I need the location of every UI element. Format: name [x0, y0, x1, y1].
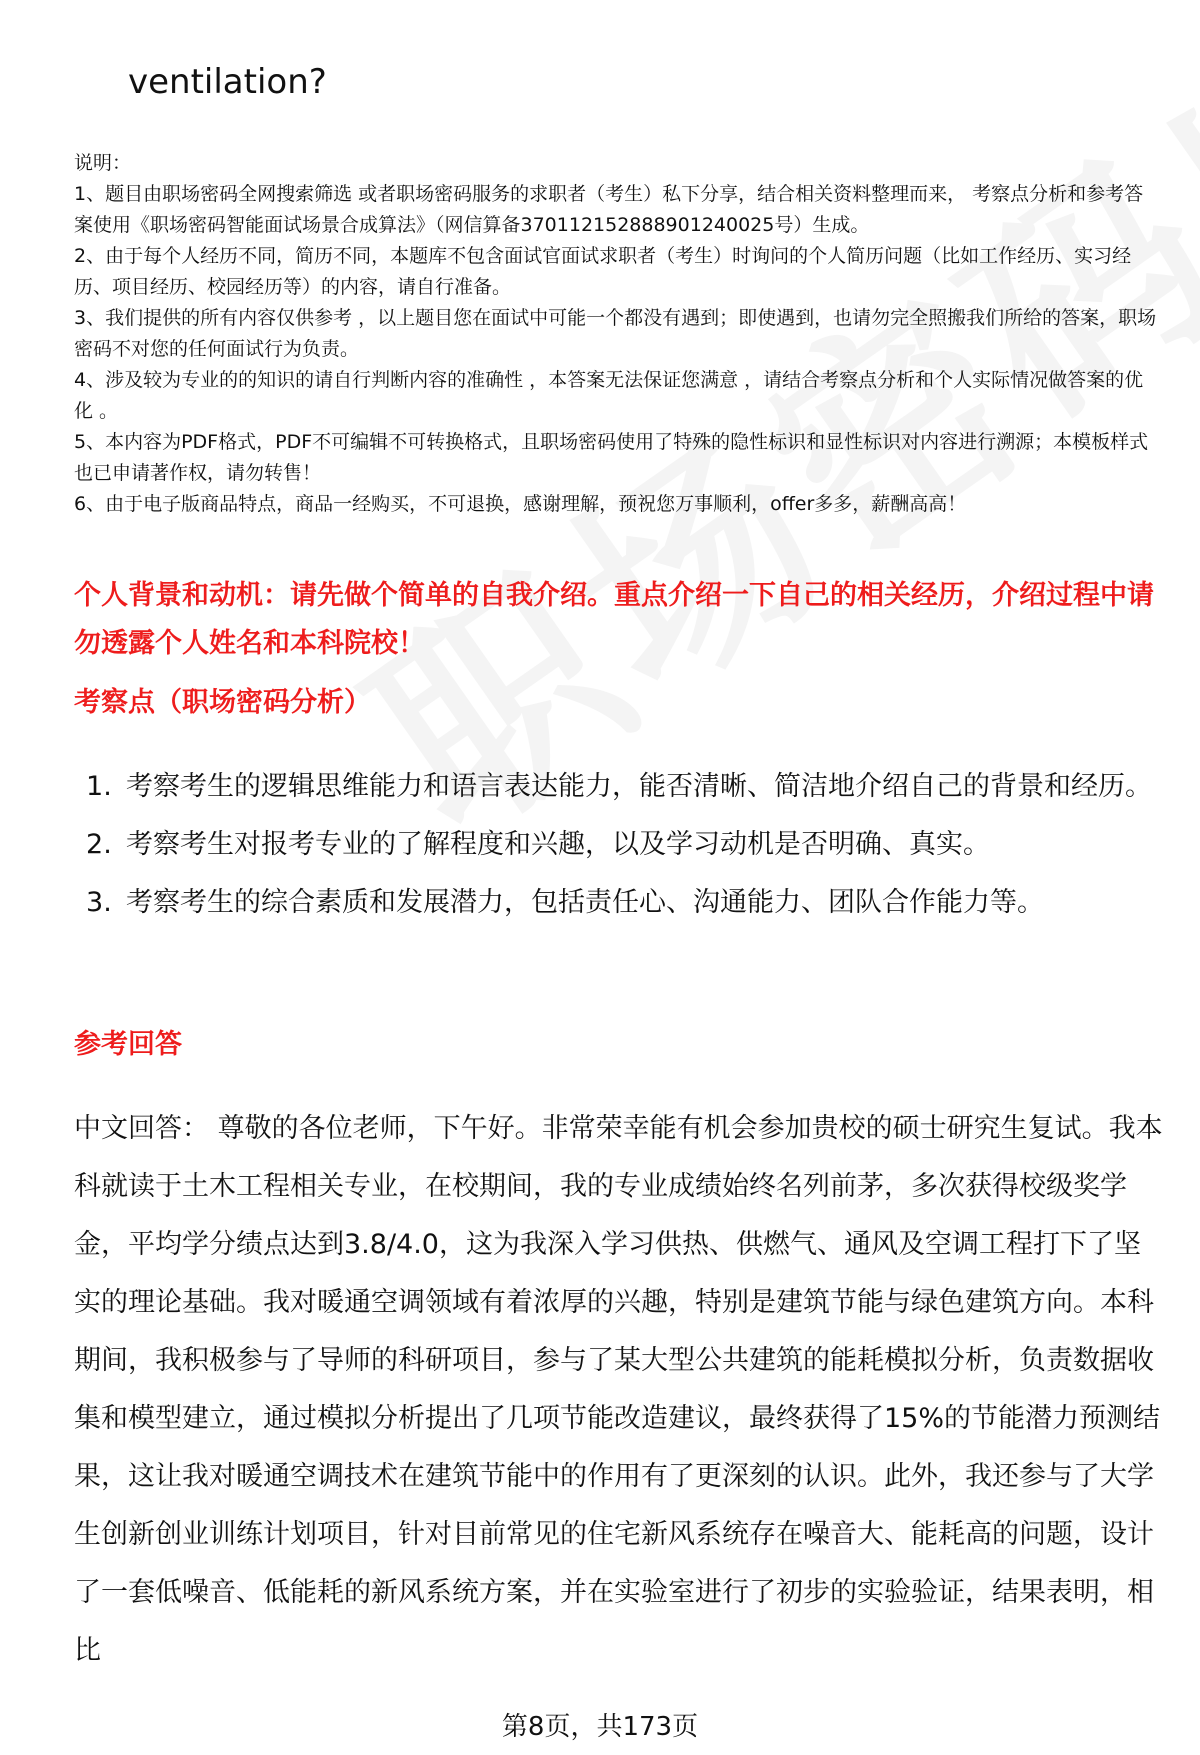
instruction-item: 4、涉及较为专业的的知识的请自行判断内容的准确性 ，本答案无法保证您满意 ，请结合考察点分析和个人实际情况做答案的优化 。 — [74, 369, 1144, 422]
instruction-item: 5、本内容为PDF格式，PDF不可编辑不可转换格式，且职场密码使用了特殊的隐性标识和显性标识对内容进行溯源；本模板样式也已申请著作权，请勿转售！ — [74, 431, 1149, 484]
instruction-item: 6、由于电子版商品特点，商品一经购买，不可退换，感谢理解，预祝您万事顺利，offer多多，薪酬高高！ — [74, 493, 967, 515]
analysis-point-text: 考察考生的综合素质和发展潜力，包括责任心、沟通能力、团队合作能力等。 — [126, 887, 1044, 918]
analysis-point-text: 考察考生的逻辑思维能力和语言表达能力，能否清晰、简洁地介绍自己的背景和经历。 — [126, 771, 1152, 802]
instruction-item: 1、题目由职场密码全网搜索筛选 或者职场密码服务的求职者（考生）私下分享，结合相关资料整理而来， 考察点分析和参考答案使用《职场密码智能面试场景合成算法》（网信算备370112152888901240025号）生成。 — [74, 183, 1144, 236]
analysis-points-list — [74, 758, 1164, 932]
analysis-point-text: 考察考生对报考专业的了解程度和兴趣，以及学习动机是否明确、真实。 — [126, 829, 990, 860]
analysis-point-number: 1 . — [86, 758, 112, 816]
analysis-point — [74, 874, 1164, 932]
reference-answer-text: 中文回答： 尊敬的各位老师，下午好。非常荣幸能有机会参加贵校的硕士研究生复试。我本科就读于土木工程相关专业，在校期间，我的专业成绩始终名列前茅，多次获得校级奖学金，平均学分绩点达到3.8/4.0，这为我深入学习供热、供燃气、通风及空调工程打下了坚实的理论基础。我对暖通空调领域有着浓厚的兴趣，特别是建筑节能与绿色建筑方向。本科期间，我积极参与了导师的科研项目，参与了某大型公共建筑的能耗模拟分析，负责数据收集和模型建立，通过模拟分析提出了几项节能改造建议，最终获得了15%的节能潜力预测结果，这让我对暖通空调技术在建筑节能中的作用有了更深刻的认识。此外，我还参与了大学生创新创业训练计划项目，针对目前常见的住宅新风系统存在噪音大、能耗高的问题，设计了一套低噪音、低能耗的新风系统方案，并在实验室进行了初步的实验验证，结果表明，相比 — [74, 1113, 1163, 1666]
analysis-point — [74, 816, 1164, 874]
instructions-section — [74, 148, 1158, 520]
analysis-title: 考察点（职场密码分析） — [74, 687, 371, 718]
analysis-point-number: 2 . — [86, 816, 112, 874]
interview-question: 个人背景和动机：请先做个简单的自我介绍。重点介绍一下自己的相关经历，介绍过程中请勿透露个人姓名和本科院校！ — [74, 580, 1154, 659]
instruction-item: 2、由于每个人经历不同，简历不同，本题库不包含面试官面试求职者（考生）时询问的个人简历问题（比如工作经历、实习经历、项目经历、校园经历等）的内容，请自行准备。 — [74, 245, 1132, 298]
reference-answer-title: 参考回答 — [74, 1029, 182, 1060]
page-number: 第8页，共173页 — [501, 1712, 699, 1742]
instruction-item: 3、我们提供的所有内容仅供参考 ，以上题目您在面试中可能一个都没有遇到；即使遇到，也请勿完全照搬我们所给的答案，职场密码不对您的任何面试行为负责。 — [74, 307, 1157, 360]
analysis-point — [74, 758, 1164, 816]
instructions-heading: 说明： — [74, 152, 132, 174]
previous-page-tail: ventilation? — [128, 62, 327, 102]
analysis-point-number: 3 . — [86, 874, 112, 932]
